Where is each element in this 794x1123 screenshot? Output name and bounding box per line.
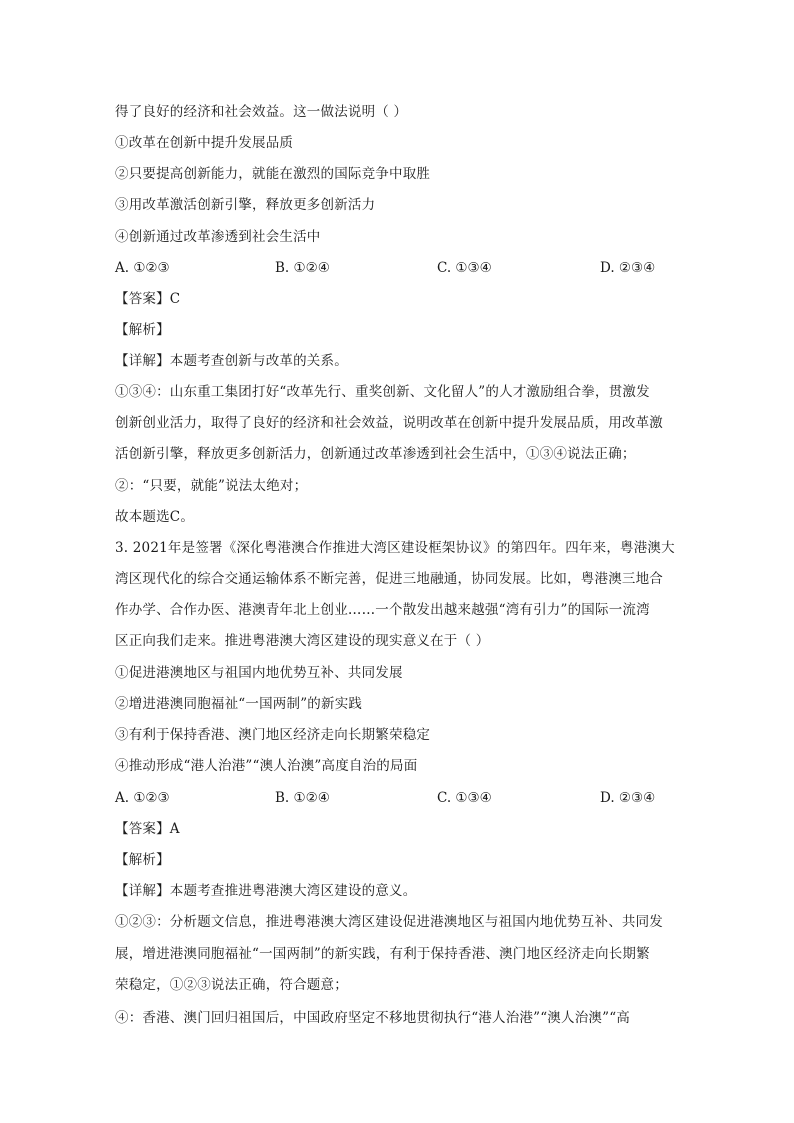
q2-answer: 【答案】C bbox=[115, 291, 181, 307]
q3-answer: 【答案】A bbox=[115, 821, 180, 837]
q2-detail-5: ②：“只要，就能”说法太绝对； bbox=[115, 478, 308, 494]
q3-option-b: B. ①②④ bbox=[275, 790, 330, 806]
q2-option-c: C. ①③④ bbox=[437, 260, 492, 276]
q3-stem-3: 作办学、合作办医、港澳青年北上创业……一个散发出越来越强“湾有引力”的国际一流湾 bbox=[115, 602, 650, 618]
q2-item-2: ②只要提高创新能力，就能在激烈的国际竞争中取胜 bbox=[115, 166, 431, 182]
q3-option-a: A. ①②③ bbox=[115, 790, 170, 806]
q3-stem-4: 区正向我们走来。推进粤港澳大湾区建设的现实意义在于（ ） bbox=[115, 633, 490, 649]
q3-options bbox=[115, 788, 675, 808]
q3-stem-2: 湾区现代化的综合交通运输体系不断完善，促进三地融通，协同发展。比如，粤港澳三地合 bbox=[115, 571, 663, 587]
q2-option-a: A. ①②③ bbox=[115, 260, 170, 276]
q3-item-3: ③有利于保持香港、澳门地区经济走向长期繁荣稳定 bbox=[115, 727, 431, 743]
q2-detail-6: 故本题选C。 bbox=[115, 509, 195, 525]
q2-option-d: D. ②③④ bbox=[600, 260, 656, 276]
q2-detail-2: ①③④：山东重工集团打好“改革先行、重奖创新、文化留人”的人才激励组合拳，贯激发 bbox=[115, 384, 650, 400]
q3-detail-1: 【详解】本题考查推进粤港澳大湾区建设的意义。 bbox=[115, 883, 417, 899]
q3-option-c: C. ①③④ bbox=[437, 790, 492, 806]
q2-detail-3: 创新创业活力，取得了良好的经济和社会效益，说明改革在创新中提升发展品质，用改革激 bbox=[115, 415, 663, 431]
q2-detail-4: 活创新引擎，释放更多创新活力，创新通过改革渗透到社会生活中，①③④说法正确； bbox=[115, 446, 636, 462]
q2-option-b: B. ①②④ bbox=[275, 260, 330, 276]
q3-item-2: ②增进港澳同胞福祉“一国两制”的新实践 bbox=[115, 696, 363, 712]
q2-analysis-label: 【解析】 bbox=[115, 322, 170, 338]
q3-detail-4: 荣稳定，①②③说法正确，符合题意； bbox=[115, 977, 348, 993]
q3-item-1: ①促进港澳地区与祖国内地优势互补、共同发展 bbox=[115, 665, 403, 681]
q3-item-4: ④推动形成“港人治港”“澳人治澳”高度自治的局面 bbox=[115, 758, 418, 774]
q3-detail-3: 展，增进港澳同胞福祉“一国两制”的新实践，有利于保持香港、澳门地区经济走向长期繁 bbox=[115, 946, 650, 962]
q3-option-d: D. ②③④ bbox=[600, 790, 656, 806]
q2-stem-end: 得了良好的经济和社会效益。这一做法说明（ ） bbox=[115, 104, 408, 120]
q2-item-3: ③用改革激活创新引擎，释放更多创新活力 bbox=[115, 197, 376, 213]
q2-item-4: ④创新通过改革渗透到社会生活中 bbox=[115, 229, 321, 245]
q2-item-1: ①改革在创新中提升发展品质 bbox=[115, 135, 294, 151]
q3-detail-5: ④：香港、澳门回归祖国后，中国政府坚定不移地贯彻执行“港人治港”“澳人治澳”“高 bbox=[115, 1010, 631, 1026]
q3-analysis-label: 【解析】 bbox=[115, 852, 170, 868]
q3-stem-1: 3. 2021年是签署《深化粤港澳合作推进大湾区建设框架协议》的第四年。四年来，粤港澳大 bbox=[115, 540, 675, 556]
q3-detail-2: ①②③：分析题文信息，推进粤港澳大湾区建设促进港澳地区与祖国内地优势互补、共同发 bbox=[115, 914, 663, 930]
q2-detail-1: 【详解】本题考查创新与改革的关系。 bbox=[115, 353, 348, 369]
q2-options bbox=[115, 258, 675, 278]
